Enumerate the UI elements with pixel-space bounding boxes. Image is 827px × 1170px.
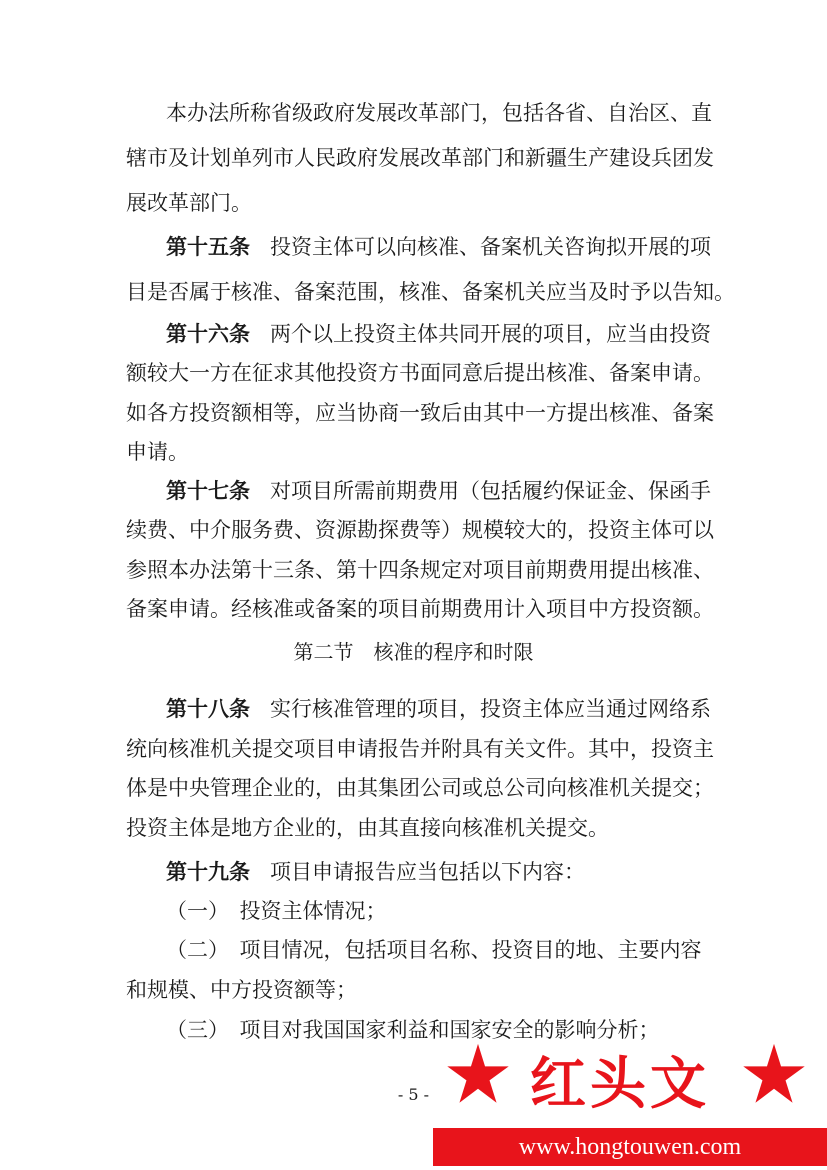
article-heading: 第十七条 (166, 478, 250, 503)
paragraph-text: 对项目所需前期费用（包括履约保证金、保函手 (270, 479, 711, 503)
paragraph-text: 续费、中介服务费、资源勘探费等）规模较大的，投资主体可以 (126, 518, 714, 542)
paragraph-text: 投资主体是地方企业的，由其直接向核准机关提交。 (126, 816, 609, 840)
paragraph-text: 两个以上投资主体共同开展的项目，应当由投资 (270, 322, 711, 346)
star-icon (446, 1042, 510, 1106)
paragraph-text: （二） 项目情况，包括项目名称、投资目的地、主要内容 (166, 938, 702, 962)
article-heading: 第十九条 (166, 859, 250, 884)
paragraph-text: 项目申请报告应当包括以下内容： (270, 860, 585, 884)
paragraph-text: 展改革部门。 (126, 191, 252, 215)
paragraph-text: 申请。 (126, 440, 189, 464)
paragraph-text: 参照本办法第十三条、第十四条规定对项目前期费用提出核准、 (126, 558, 714, 582)
star-icon (742, 1042, 806, 1106)
paragraph-text: 和规模、中方投资额等； (126, 978, 357, 1002)
section-heading: 第二节 核准的程序和时限 (293, 640, 534, 664)
paragraph-text: 体是中央管理企业的，由其集团公司或总公司向核准机关提交； (126, 776, 714, 800)
paragraph-text: 目是否属于核准、备案范围，核准、备案机关应当及时予以告知。 (126, 280, 735, 304)
paragraph-text: 投资主体可以向核准、备案机关咨询拟开展的项 (270, 235, 711, 259)
paragraph-text: 实行核准管理的项目，投资主体应当通过网络系 (270, 697, 711, 721)
paragraph-text: 如各方投资额相等，应当协商一致后由其中一方提出核准、备案 (126, 401, 714, 425)
paragraph-text: 额较大一方在征求其他投资方书面同意后提出核准、备案申请。 (126, 361, 714, 385)
article-heading: 第十五条 (166, 234, 250, 259)
paragraph-text: 备案申请。经核准或备案的项目前期费用计入项目中方投资额。 (126, 597, 714, 621)
paragraph-text: 本办法所称省级政府发展改革部门，包括各省、自治区、直 (166, 101, 712, 125)
watermark-title: 红头文 (530, 1052, 710, 1117)
paragraph-text: （三） 项目对我国国家利益和国家安全的影响分析； (166, 1018, 660, 1042)
watermark-url: www.hongtouwen.com (433, 1128, 827, 1166)
paragraph-text: 辖市及计划单列市人民政府发展改革部门和新疆生产建设兵团发 (126, 146, 714, 170)
paragraph-text: （一） 投资主体情况； (166, 899, 387, 923)
article-heading: 第十八条 (166, 696, 250, 721)
paragraph-text: 统向核准机关提交项目申请报告并附具有关文件。其中，投资主 (126, 737, 714, 761)
article-heading: 第十六条 (166, 321, 250, 346)
page-number: - 5 - (397, 1085, 430, 1104)
